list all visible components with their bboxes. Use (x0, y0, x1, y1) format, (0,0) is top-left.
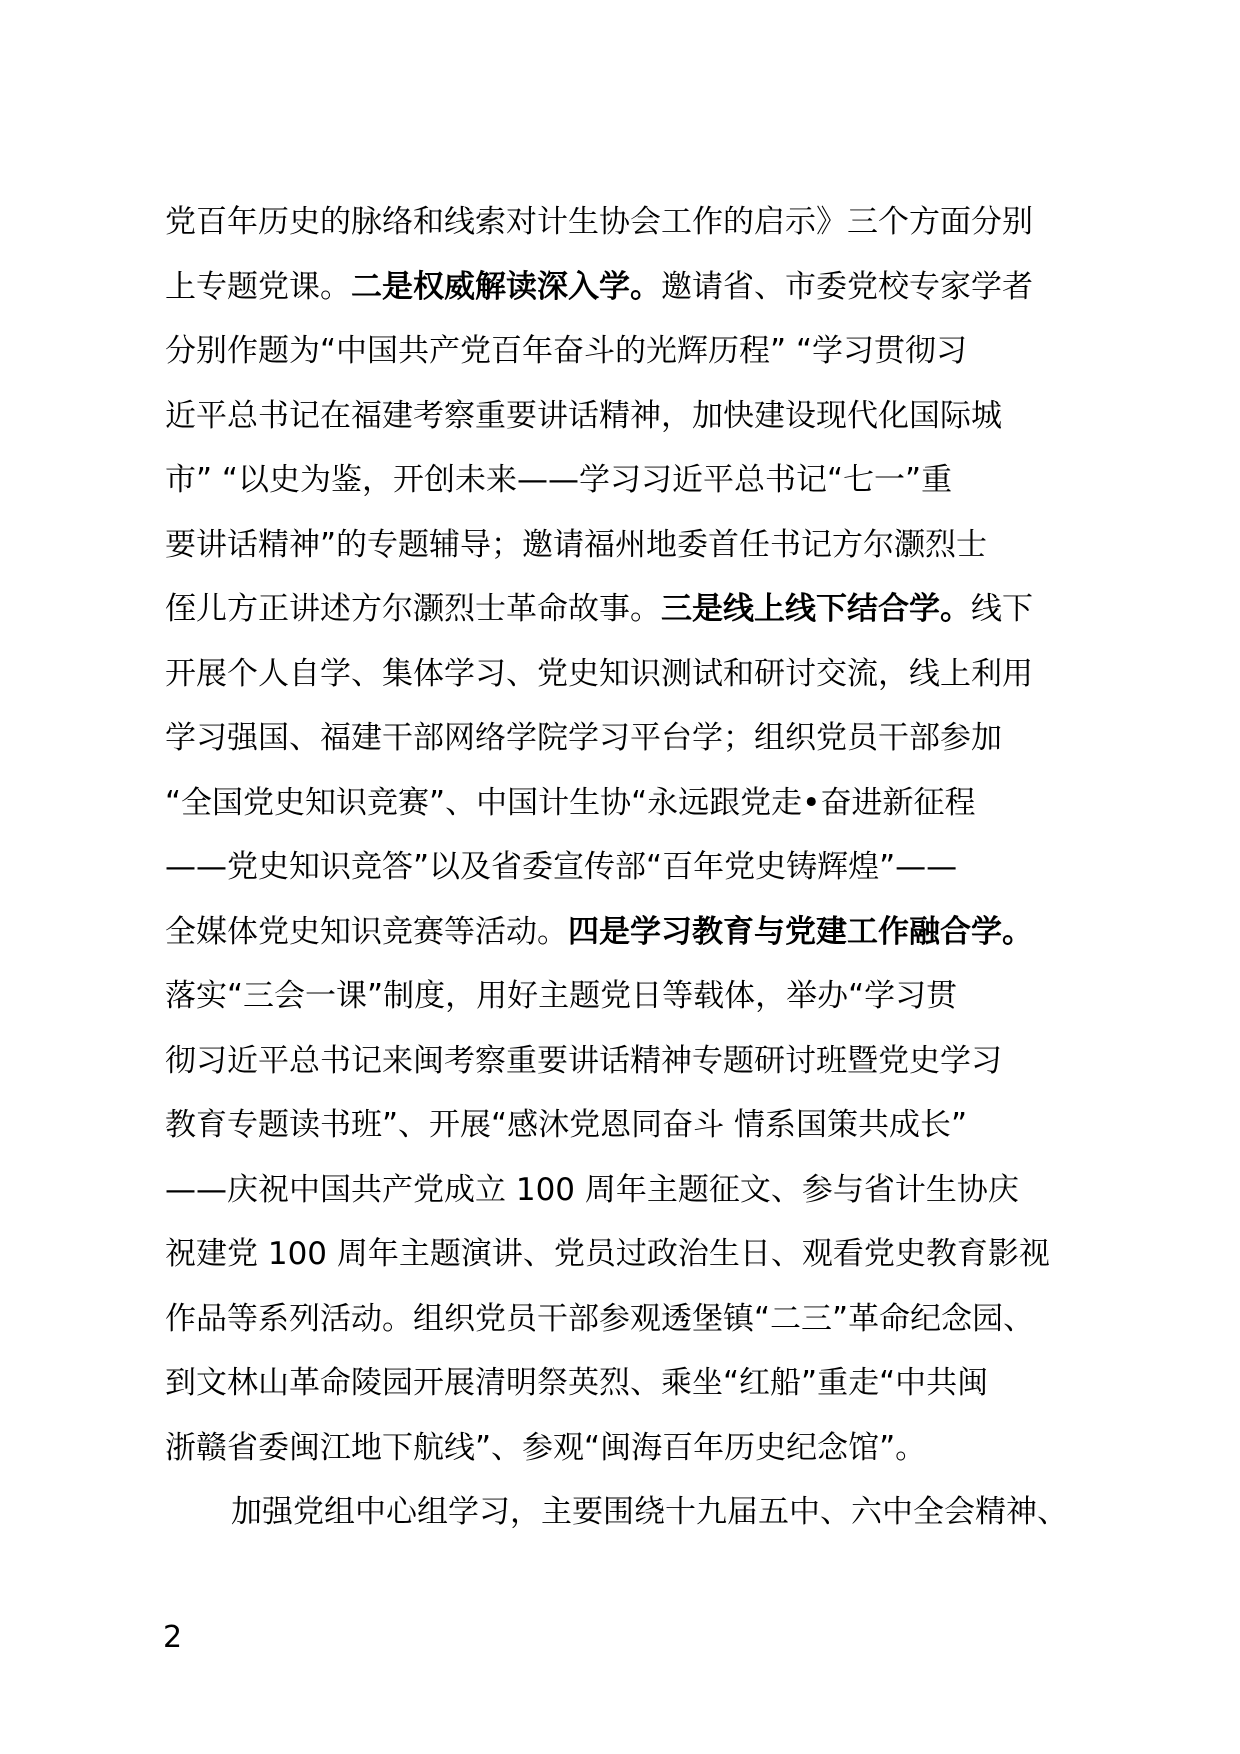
text-segment: 全媒体党史知识竞赛等活动。 (165, 913, 568, 950)
text-line (165, 900, 1105, 965)
bold-heading-text: 二是权威解读深入学。 (351, 268, 661, 305)
text-segment: 近平总书记在福建考察重要讲话精神，加快建设现代化国际城 (165, 397, 1002, 434)
text-line (165, 448, 1105, 513)
text-line (165, 1416, 1105, 1481)
text-line (165, 964, 1105, 1029)
text-segment: “全国党史知识竞赛”、中国计生协“永远跟党走•奋进新征程 (165, 784, 976, 821)
text-segment: 邀请省、市委党校专家学者 (661, 268, 1033, 305)
text-line (165, 255, 1105, 320)
bold-heading-text: 四是学习教育与党建工作融合学。 (568, 913, 1033, 950)
text-segment: 上专题党课。 (165, 268, 351, 305)
text-line (165, 1093, 1105, 1158)
text-segment: 教育专题读书班”、开展“感沐党恩同奋斗 情系国策共成长” (165, 1107, 968, 1143)
text-segment: 作品等系列活动。组织党员干部参观透堡镇“二三”革命纪念园、 (165, 1300, 1035, 1337)
text-segment: 开展个人自学、集体学习、党史知识测试和研讨交流，线上利用 (165, 655, 1033, 692)
text-line (165, 1158, 1105, 1223)
text-segment: 祝建党 100 周年主题演讲、党员过政治生日、观看党史教育影视 (165, 1236, 1050, 1272)
text-line (165, 642, 1105, 707)
text-line (165, 1222, 1105, 1287)
text-line (165, 1029, 1105, 1094)
text-segment: 市” “以史为鉴，开创未来——学习习近平总书记“七一”重 (165, 462, 953, 498)
text-segment: ——庆祝中国共产党成立 100 周年主题征文、参与省计生协庆 (165, 1171, 1019, 1208)
text-segment: 党百年历史的脉络和线索对计生协会工作的启示》三个方面分别 (165, 204, 1033, 240)
text-line (165, 1480, 1105, 1545)
text-segment: 浙赣省委闽江地下航线”、参观“闽海百年历史纪念馆”。 (165, 1429, 927, 1466)
text-line (165, 835, 1105, 900)
page-number: 2 (163, 1620, 183, 1655)
text-line (165, 319, 1105, 384)
text-segment: 侄儿方正讲述方尔灏烈士革命故事。 (165, 591, 661, 627)
text-line (165, 190, 1105, 255)
bold-heading-text: 三是线上线下结合学。 (661, 591, 971, 627)
text-line (165, 577, 1105, 642)
text-segment: 彻习近平总书记来闽考察重要讲话精神专题研讨班暨党史学习 (165, 1042, 1002, 1079)
text-line (165, 1351, 1105, 1416)
text-segment: 要讲话精神”的专题辅导；邀请福州地委首任书记方尔灏烈士 (165, 526, 988, 563)
text-line (165, 706, 1105, 771)
text-segment: 加强党组中心组学习，主要围绕十九届五中、六中全会精神、 (231, 1494, 1068, 1530)
text-segment: 到文林山革命陵园开展清明祭英烈、乘坐“红船”重走“中共闽 (165, 1365, 989, 1401)
text-segment: 线下 (971, 591, 1033, 627)
body-text (165, 190, 1105, 1545)
text-line (165, 1287, 1105, 1352)
text-segment: ——党史知识竞答”以及省委宣传部“百年党史铸辉煌”—— (165, 849, 958, 885)
text-segment: 分别作题为“中国共产党百年奋斗的光辉历程” “学习贯彻习 (165, 333, 968, 369)
text-line (165, 771, 1105, 836)
text-segment: 落实“三会一课”制度，用好主题党日等载体，举办“学习贯 (165, 978, 958, 1014)
text-segment: 学习强国、福建干部网络学院学习平台学；组织党员干部参加 (165, 720, 1002, 756)
text-line (165, 384, 1105, 449)
text-line (165, 513, 1105, 578)
